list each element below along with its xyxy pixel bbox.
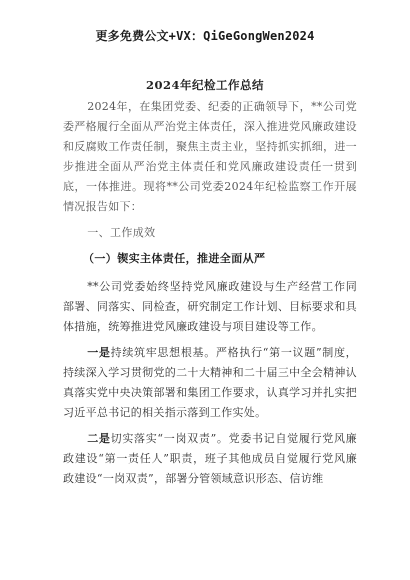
body-paragraph <box>63 429 357 489</box>
document-title: 2024年纪检工作总结 <box>145 78 264 92</box>
section-heading: 一、工作成效 <box>87 226 156 239</box>
body-paragraph <box>63 343 357 423</box>
document-body <box>63 97 357 495</box>
paragraph-text: 持续筑牢思想根基。严格执行“第一议题”制度，持续深入学习贯彻党的二十大精神和二十届三中全会精神认真落实党中央决策部署和集团工作要求，认真学习并扎实把习近平总书记的相关指示落到工作实处。 <box>63 346 357 419</box>
subsection-heading: （一）锲实主体责任，推进全面从严 <box>83 252 266 265</box>
paragraph-lead: 一是 <box>87 346 111 359</box>
intro-paragraph: 2024年，在集团党委、纪委的正确领导下，**公司党委严格履行全面从严治党主体责任，深入推进党风廉政建设和反腐败工作责任制，聚焦主责主业，坚持抓实抓细，进一步推进全面从严治党主体责任和党风廉政建设责任一贯到底，一体推进。现将**公司党委2024年纪检监察工作开展情况报告如下： <box>63 100 357 213</box>
paragraph-lead: 二是 <box>87 432 111 445</box>
paragraph-text: 切实落实“一岗双责”。党委书记自觉履行党风廉政建设“第一责任人”职责，班子其他成员自觉履行党风廉政建设“一岗双责”，部署分管领域意识形态、信访维 <box>63 432 357 485</box>
body-paragraph: **公司党委始终坚持党风廉政建设与生产经营工作同部署、同落实、同检查，研究制定工作计划、目标要求和具体措施，统筹推进党风廉政建设与项目建设等工作。 <box>63 280 357 333</box>
promo-banner: 更多免费公文+VX：QiGeGongWen2024 <box>95 29 315 43</box>
